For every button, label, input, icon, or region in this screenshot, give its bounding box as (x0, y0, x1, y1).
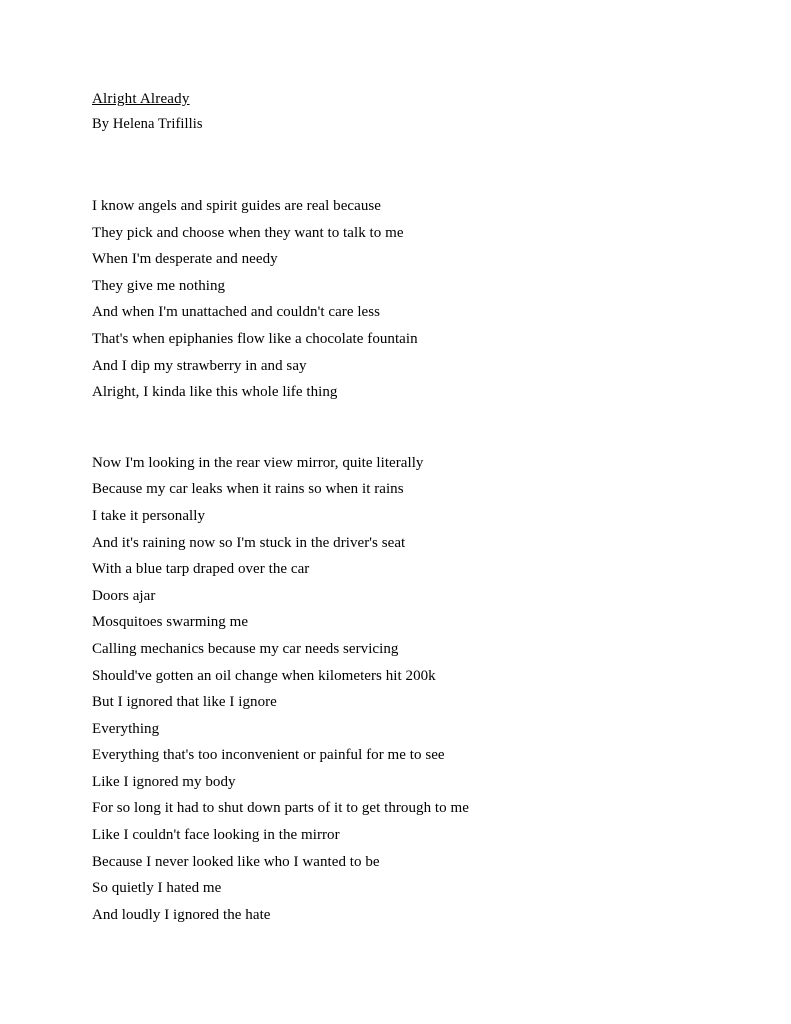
poem-line: Because my car leaks when it rains so when it rains (92, 481, 404, 498)
poem-line: Now I'm looking in the rear view mirror, quite literally (92, 454, 424, 471)
poem-line: And I dip my strawberry in and say (92, 357, 307, 374)
poem-line: They give me nothing (92, 277, 226, 294)
poem-line: When I'm desperate and needy (92, 251, 278, 268)
poem-line: Because I never looked like who I wanted to be (92, 853, 380, 870)
poem-line: And it's raining now so I'm stuck in the driver's seat (92, 534, 406, 551)
poem-line: Everything (92, 720, 160, 737)
poem-line: With a blue tarp draped over the car (92, 561, 310, 578)
poem-line: Like I couldn't face looking in the mirror (92, 827, 340, 844)
poem-line: And when I'm unattached and couldn't care less (92, 304, 381, 321)
poem-line: Everything that's too inconvenient or painful for me to see (92, 747, 445, 764)
document-body (92, 88, 692, 928)
document-byline: By Helena Trifillis (92, 116, 203, 132)
poem-line: For so long it had to shut down parts of it to get through to me (92, 800, 469, 817)
stanza-2 (92, 450, 692, 929)
poem-line: That's when epiphanies flow like a chocolate fountain (92, 330, 418, 347)
poem-line: I take it personally (92, 507, 206, 524)
poem-line: Calling mechanics because my car needs servicing (92, 640, 399, 657)
poem-line: And loudly I ignored the hate (92, 906, 271, 923)
poem-line: Alright, I kinda like this whole life thing (92, 384, 338, 401)
document-title: Alright Already (92, 91, 190, 107)
poem-line: Mosquitoes swarming me (92, 614, 249, 631)
poem-line: So quietly I hated me (92, 880, 222, 897)
poem-line: They pick and choose when they want to talk to me (92, 224, 404, 241)
poem-line: Like I ignored my body (92, 773, 236, 790)
poem-line: Doors ajar (92, 587, 156, 604)
poem-line: Should've gotten an oil change when kilometers hit 200k (92, 667, 436, 684)
poem-line: But I ignored that like I ignore (92, 694, 277, 711)
stanza-1 (92, 193, 692, 406)
poem-line: I know angels and spirit guides are real because (92, 198, 381, 214)
